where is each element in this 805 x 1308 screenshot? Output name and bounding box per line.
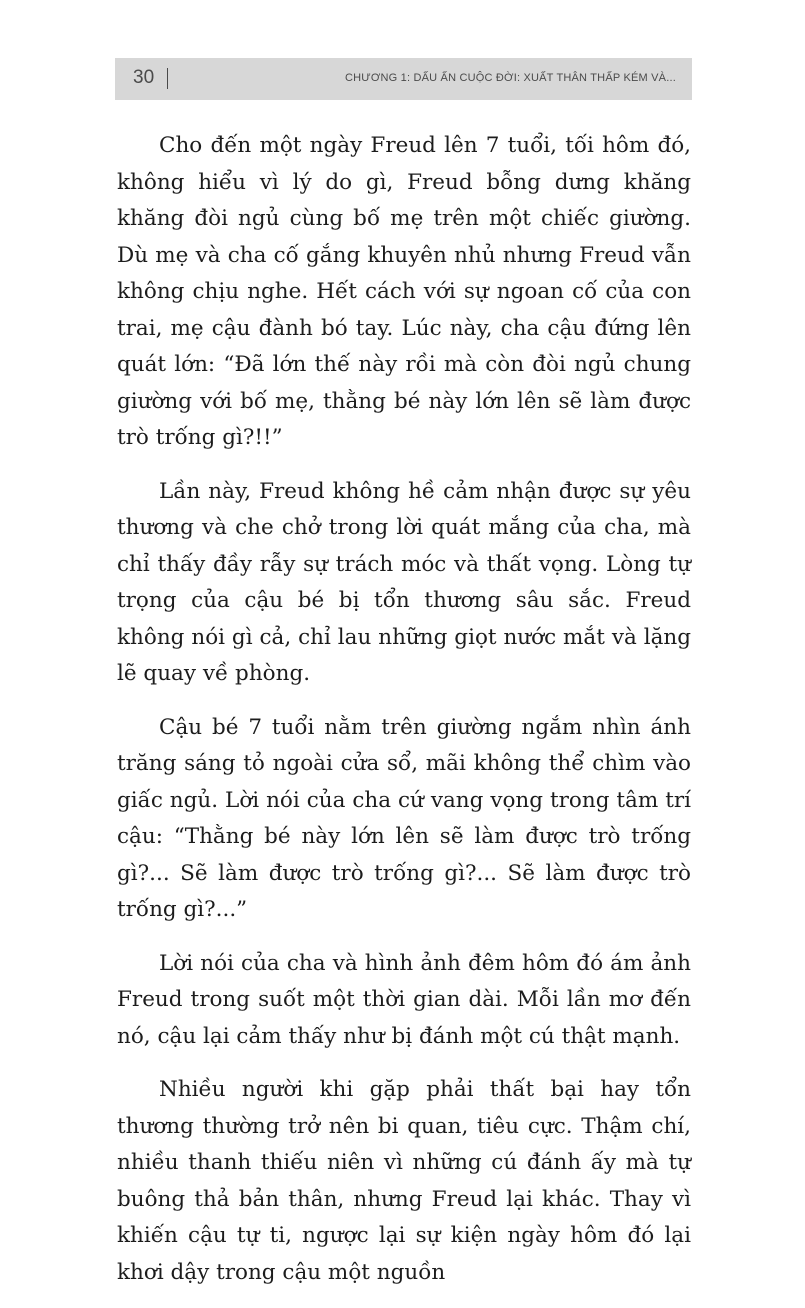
paragraph: Nhiều người khi gặp phải thất bại hay tổn thương thường trở nên bi quan, tiêu cực. Thậm chí, nhiều thanh thiếu niên vì những cú đánh ấy mà tự buông thả bản thân, nhưng Freud lại khác. Thay vì khiến cậu tự ti, ngược lại sự kiện ngày hôm đó lại khơi dậy trong cậu một nguồn bbox=[117, 1077, 691, 1285]
paragraph: Lần này, Freud không hề cảm nhận được sự yêu thương và che chở trong lời quát mắng của cha, mà chỉ thấy đầy rẫy sự trách móc và thất vọng. Lòng tự trọng của cậu bé bị tổn thương sâu sắc. Freud không nói gì cả, chỉ lau những giọt nước mắt và lặng lẽ quay về phòng. bbox=[117, 478, 691, 686]
running-header bbox=[115, 58, 692, 100]
header-divider bbox=[167, 68, 168, 89]
page-body bbox=[117, 128, 691, 1308]
paragraph: Lời nói của cha và hình ảnh đêm hôm đó ám ảnh Freud trong suốt một thời gian dài. Mỗi lần mơ đến nó, cậu lại cảm thấy như bị đánh một cú thật mạnh. bbox=[117, 950, 691, 1049]
paragraph: Cậu bé 7 tuổi nằm trên giường ngắm nhìn ánh trăng sáng tỏ ngoài cửa sổ, mãi không thể chìm vào giấc ngủ. Lời nói của cha cứ vang vọng trong tâm trí cậu: “Thằng bé này lớn lên sẽ làm được trò trống gì?... Sẽ làm được trò trống gì?... Sẽ làm được trò trống gì?...” bbox=[117, 714, 691, 922]
chapter-title: CHƯƠNG 1: DẤU ẤN CUỘC ĐỜI: XUẤT THÂN THẤP KÉM VÀ... bbox=[344, 72, 676, 84]
page-number: 30 bbox=[133, 67, 155, 88]
paragraph: Cho đến một ngày Freud lên 7 tuổi, tối hôm đó, không hiểu vì lý do gì, Freud bỗng dưng khăng khăng đòi ngủ cùng bố mẹ trên một chiếc giường. Dù mẹ và cha cố gắng khuyên nhủ nhưng Freud vẫn không chịu nghe. Hết cách với sự ngoan cố của con trai, mẹ cậu đành bó tay. Lúc này, cha cậu đứng lên quát lớn: “Đã lớn thế này rồi mà còn đòi ngủ chung giường với bố mẹ, thằng bé này lớn lên sẽ làm được trò trống gì?!!” bbox=[117, 133, 691, 450]
